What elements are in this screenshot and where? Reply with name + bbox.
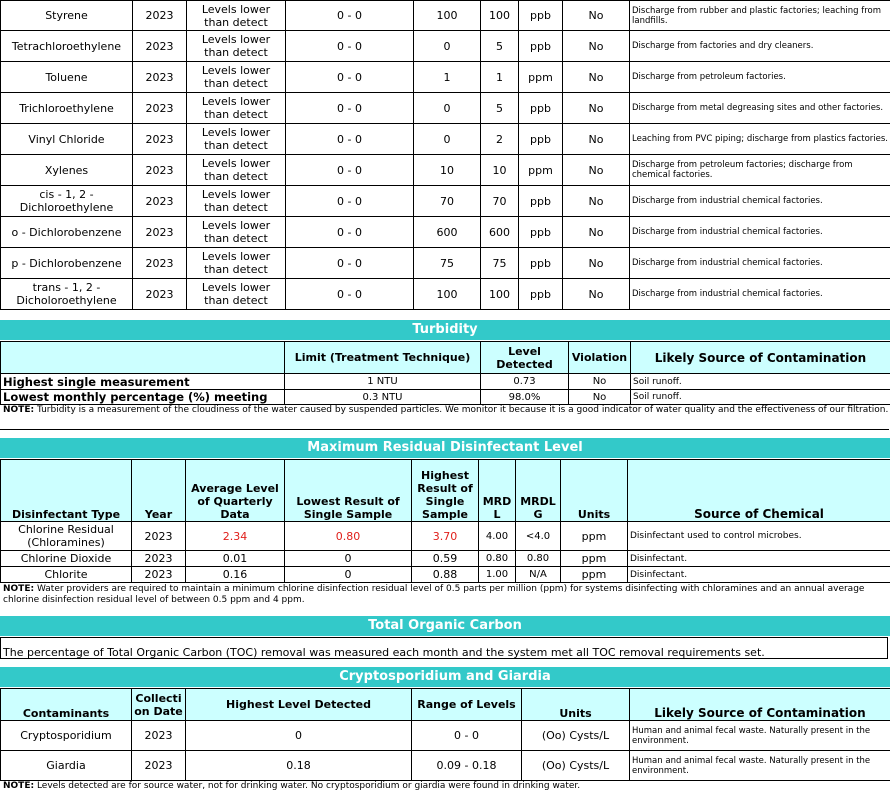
mrdl-value: 0.80 — [479, 551, 516, 567]
mcl-value: 70 — [414, 186, 481, 217]
range-detected: 0 - 0 — [286, 1, 414, 31]
mrdl-header-row — [1, 460, 890, 522]
sample-year: 2023 — [133, 124, 187, 155]
contaminant-name: trans - 1, 2 - Dicholoroethylene — [1, 279, 133, 310]
likely-source: Human and animal fecal waste. Naturally present in the environment. — [630, 721, 890, 751]
likely-source: Discharge from rubber and plastic factories; leaching from landfills. — [630, 1, 890, 31]
sample-year: 2023 — [133, 279, 187, 310]
mcl-value: 0 — [414, 93, 481, 124]
violation: No — [563, 217, 630, 248]
contaminant-name: Giardia — [1, 751, 132, 781]
range-detected: 0 - 0 — [286, 62, 414, 93]
violation: No — [563, 279, 630, 310]
mclg-value: 5 — [481, 93, 519, 124]
likely-source: Discharge from petroleum factories. — [630, 62, 890, 93]
turbidity-row-level: 98.0% — [481, 390, 569, 405]
collection-date: 2023 — [132, 751, 186, 781]
range-of-levels: 0.09 - 0.18 — [412, 751, 522, 781]
toc-text: The percentage of Total Organic Carbon (TOC) removal was measured each month and the system met all TOC removal requirements set. — [3, 646, 765, 659]
contaminant-name: Trichloroethylene — [1, 93, 133, 124]
voc-row — [1, 62, 890, 93]
units: ppb — [519, 93, 563, 124]
units: ppb — [519, 248, 563, 279]
voc-row — [1, 93, 890, 124]
mclg-value: 5 — [481, 31, 519, 62]
average-level: 0.01 — [186, 551, 285, 567]
units: ppm — [561, 567, 628, 583]
mrdl-note-label: NOTE: — [3, 584, 35, 594]
mclg-value: 100 — [481, 1, 519, 31]
mrdl-note-text: Water providers are required to maintain a minimum chlorine disinfection residual level of 0.5 parts per million (ppm) for systems disinfecting with chloramines and an annual average chlorine disinfection residual level of between 0.5 ppm and 4 ppm. — [3, 584, 865, 605]
mcl-value: 100 — [414, 279, 481, 310]
highest-result: 0.59 — [412, 551, 479, 567]
level-detected: Levels lower than detect — [187, 279, 286, 310]
contaminant-name: Cryptosporidium — [1, 721, 132, 751]
units: ppm — [561, 551, 628, 567]
highest-level: 0.18 — [186, 751, 412, 781]
mrdl-header-source: Source of Chemical — [628, 460, 890, 522]
units: (Oo) Cysts/L — [522, 751, 630, 781]
violation: No — [563, 93, 630, 124]
likely-source: Discharge from industrial chemical factories. — [630, 248, 890, 279]
disinfectant-type: Chlorine Residual (Chloramines) — [1, 522, 132, 551]
turbidity-row-limit: 1 NTU — [285, 374, 481, 390]
range-detected: 0 - 0 — [286, 124, 414, 155]
turbidity-header-violation: Violation — [569, 342, 631, 374]
turbidity-note-text: Turbidity is a measurement of the cloudiness of the water caused by suspended particles. We monitor it because it is a good indicator of water quality and the effectiveness of our filtration. — [36, 405, 889, 415]
mcl-value: 100 — [414, 1, 481, 31]
crypto-banner: Cryptosporidium and Giardia — [0, 666, 890, 687]
contaminant-name: Tetrachloroethylene — [1, 31, 133, 62]
crypto-header-date: Collection Date — [132, 689, 186, 721]
likely-source: Discharge from industrial chemical factories. — [630, 186, 890, 217]
mcl-value: 1 — [414, 62, 481, 93]
sample-year: 2023 — [132, 551, 186, 567]
units: (Oo) Cysts/L — [522, 721, 630, 751]
mclg-value: 70 — [481, 186, 519, 217]
sample-year: 2023 — [133, 155, 187, 186]
turbidity-row-level: 0.73 — [481, 374, 569, 390]
likely-source: Discharge from petroleum factories; discharge from chemical factories. — [630, 155, 890, 186]
turbidity-header-limit: Limit (Treatment Technique) — [285, 342, 481, 374]
violation: No — [563, 62, 630, 93]
violation: No — [563, 1, 630, 31]
turbidity-row-violation: No — [569, 374, 631, 390]
mrdl-row — [1, 551, 890, 567]
sample-year: 2023 — [133, 62, 187, 93]
units: ppm — [519, 155, 563, 186]
disinfectant-type: Chlorite — [1, 567, 132, 583]
units: ppb — [519, 279, 563, 310]
crypto-table-body — [1, 721, 890, 781]
mrdl-table-body — [1, 522, 890, 583]
mrdl-header-highest: Highest Result of Single Sample — [412, 460, 479, 522]
level-detected: Levels lower than detect — [187, 248, 286, 279]
source-of-chemical: Disinfectant. — [628, 567, 890, 583]
sample-year: 2023 — [133, 31, 187, 62]
average-level: 0.16 — [186, 567, 285, 583]
voc-row — [1, 186, 890, 217]
mrdl-table — [0, 459, 890, 583]
likely-source: Leaching from PVC piping; discharge from plastics factories. — [630, 124, 890, 155]
contaminant-name: p - Dichlorobenzene — [1, 248, 133, 279]
turbidity-header-level: Level Detected — [481, 342, 569, 374]
units: ppb — [519, 217, 563, 248]
sample-year: 2023 — [133, 93, 187, 124]
likely-source: Discharge from metal degreasing sites and other factories. — [630, 93, 890, 124]
mclg-value: 1 — [481, 62, 519, 93]
mclg-value: 2 — [481, 124, 519, 155]
voc-row — [1, 31, 890, 62]
voc-row — [1, 279, 890, 310]
mrdl-header-year: Year — [132, 460, 186, 522]
turbidity-header-row — [1, 342, 890, 374]
mrdlg-value: N/A — [516, 567, 561, 583]
range-detected: 0 - 0 — [286, 93, 414, 124]
level-detected: Levels lower than detect — [187, 124, 286, 155]
crypto-header-units: Units — [522, 689, 630, 721]
crypto-table — [0, 688, 890, 781]
contaminant-name: Toluene — [1, 62, 133, 93]
contaminant-name: cis - 1, 2 - Dichloroethylene — [1, 186, 133, 217]
likely-source: Discharge from industrial chemical factories. — [630, 217, 890, 248]
units: ppm — [519, 62, 563, 93]
average-level: 2.34 — [186, 522, 285, 551]
crypto-header-source: Likely Source of Contamination — [630, 689, 890, 721]
crypto-note — [0, 781, 889, 794]
units: ppb — [519, 1, 563, 31]
crypto-row — [1, 721, 890, 751]
voc-row — [1, 1, 890, 31]
units: ppb — [519, 186, 563, 217]
contaminant-name: o - Dichlorobenzene — [1, 217, 133, 248]
voc-table — [0, 0, 890, 310]
crypto-row — [1, 751, 890, 781]
mclg-value: 10 — [481, 155, 519, 186]
mrdl-banner: Maximum Residual Disinfectant Level — [0, 437, 890, 458]
crypto-header-row — [1, 689, 890, 721]
violation: No — [563, 155, 630, 186]
units: ppb — [519, 124, 563, 155]
range-detected: 0 - 0 — [286, 186, 414, 217]
voc-row — [1, 155, 890, 186]
source-of-chemical: Disinfectant used to control microbes. — [628, 522, 890, 551]
crypto-note-label: NOTE: — [3, 781, 35, 791]
lowest-result: 0 — [285, 567, 412, 583]
voc-row — [1, 124, 890, 155]
level-detected: Levels lower than detect — [187, 93, 286, 124]
sample-year: 2023 — [133, 1, 187, 31]
turbidity-row — [1, 390, 890, 405]
range-detected: 0 - 0 — [286, 31, 414, 62]
contaminant-name: Vinyl Chloride — [1, 124, 133, 155]
mrdlg-value: 0.80 — [516, 551, 561, 567]
sample-year: 2023 — [133, 248, 187, 279]
crypto-header-highest: Highest Level Detected — [186, 689, 412, 721]
collection-date: 2023 — [132, 721, 186, 751]
turbidity-row-source: Soil runoff. — [631, 390, 890, 405]
sample-year: 2023 — [132, 522, 186, 551]
turbidity-row-label: Highest single measurement — [1, 374, 285, 390]
turbidity-row-violation: No — [569, 390, 631, 405]
mrdl-value: 4.00 — [479, 522, 516, 551]
crypto-note-text: Levels detected are for source water, not for drinking water. No cryptosporidium or giardia were found in drinking water. — [36, 781, 581, 791]
range-detected: 0 - 0 — [286, 155, 414, 186]
mrdl-row — [1, 522, 890, 551]
level-detected: Levels lower than detect — [187, 155, 286, 186]
level-detected: Levels lower than detect — [187, 1, 286, 31]
range-detected: 0 - 0 — [286, 217, 414, 248]
mrdl-value: 1.00 — [479, 567, 516, 583]
sample-year: 2023 — [133, 217, 187, 248]
mclg-value: 75 — [481, 248, 519, 279]
voc-row — [1, 248, 890, 279]
mclg-value: 100 — [481, 279, 519, 310]
level-detected: Levels lower than detect — [187, 62, 286, 93]
level-detected: Levels lower than detect — [187, 186, 286, 217]
sample-year: 2023 — [132, 567, 186, 583]
mrdl-header-mrdlg: MRDLG — [516, 460, 561, 522]
mrdlg-value: <4.0 — [516, 522, 561, 551]
turbidity-note-label: NOTE: — [3, 405, 35, 415]
highest-result: 0.88 — [412, 567, 479, 583]
likely-source: Discharge from factories and dry cleaners. — [630, 31, 890, 62]
violation: No — [563, 31, 630, 62]
mcl-value: 0 — [414, 31, 481, 62]
toc-banner: Total Organic Carbon — [0, 615, 890, 636]
mrdl-header-type: Disinfectant Type — [1, 460, 132, 522]
mcl-value: 600 — [414, 217, 481, 248]
violation: No — [563, 124, 630, 155]
violation: No — [563, 248, 630, 279]
crypto-header-contaminant: Contaminants — [1, 689, 132, 721]
toc-text-box — [0, 637, 888, 659]
mcl-value: 10 — [414, 155, 481, 186]
units: ppm — [561, 522, 628, 551]
likely-source: Discharge from industrial chemical factories. — [630, 279, 890, 310]
turbidity-table — [0, 341, 890, 405]
source-of-chemical: Disinfectant. — [628, 551, 890, 567]
range-of-levels: 0 - 0 — [412, 721, 522, 751]
mrdl-header-lowest: Lowest Result of Single Sample — [285, 460, 412, 522]
mrdl-header-avg: Average Level of Quarterly Data — [186, 460, 285, 522]
turbidity-row-label: Lowest monthly percentage (%) meeting — [1, 390, 285, 405]
voc-row — [1, 217, 890, 248]
mrdl-header-mrdl: MRDL — [479, 460, 516, 522]
turbidity-note — [0, 405, 889, 430]
turbidity-row-limit: 0.3 NTU — [285, 390, 481, 405]
likely-source: Human and animal fecal waste. Naturally present in the environment. — [630, 751, 890, 781]
turbidity-banner: Turbidity — [0, 319, 890, 340]
units: ppb — [519, 31, 563, 62]
violation: No — [563, 186, 630, 217]
mrdl-note — [0, 584, 889, 608]
range-detected: 0 - 0 — [286, 248, 414, 279]
sample-year: 2023 — [133, 186, 187, 217]
lowest-result: 0.80 — [285, 522, 412, 551]
mrdl-header-units: Units — [561, 460, 628, 522]
highest-level: 0 — [186, 721, 412, 751]
mclg-value: 600 — [481, 217, 519, 248]
disinfectant-type: Chlorine Dioxide — [1, 551, 132, 567]
turbidity-header-source: Likely Source of Contamination — [631, 342, 890, 374]
turbidity-row — [1, 374, 890, 390]
turbidity-header-blank — [1, 342, 285, 374]
contaminant-name: Xylenes — [1, 155, 133, 186]
range-detected: 0 - 0 — [286, 279, 414, 310]
mcl-value: 0 — [414, 124, 481, 155]
highest-result: 3.70 — [412, 522, 479, 551]
mrdl-row — [1, 567, 890, 583]
voc-table-body — [1, 1, 890, 310]
crypto-header-range: Range of Levels — [412, 689, 522, 721]
mcl-value: 75 — [414, 248, 481, 279]
level-detected: Levels lower than detect — [187, 31, 286, 62]
level-detected: Levels lower than detect — [187, 217, 286, 248]
contaminant-name: Styrene — [1, 1, 133, 31]
lowest-result: 0 — [285, 551, 412, 567]
turbidity-row-source: Soil runoff. — [631, 374, 890, 390]
